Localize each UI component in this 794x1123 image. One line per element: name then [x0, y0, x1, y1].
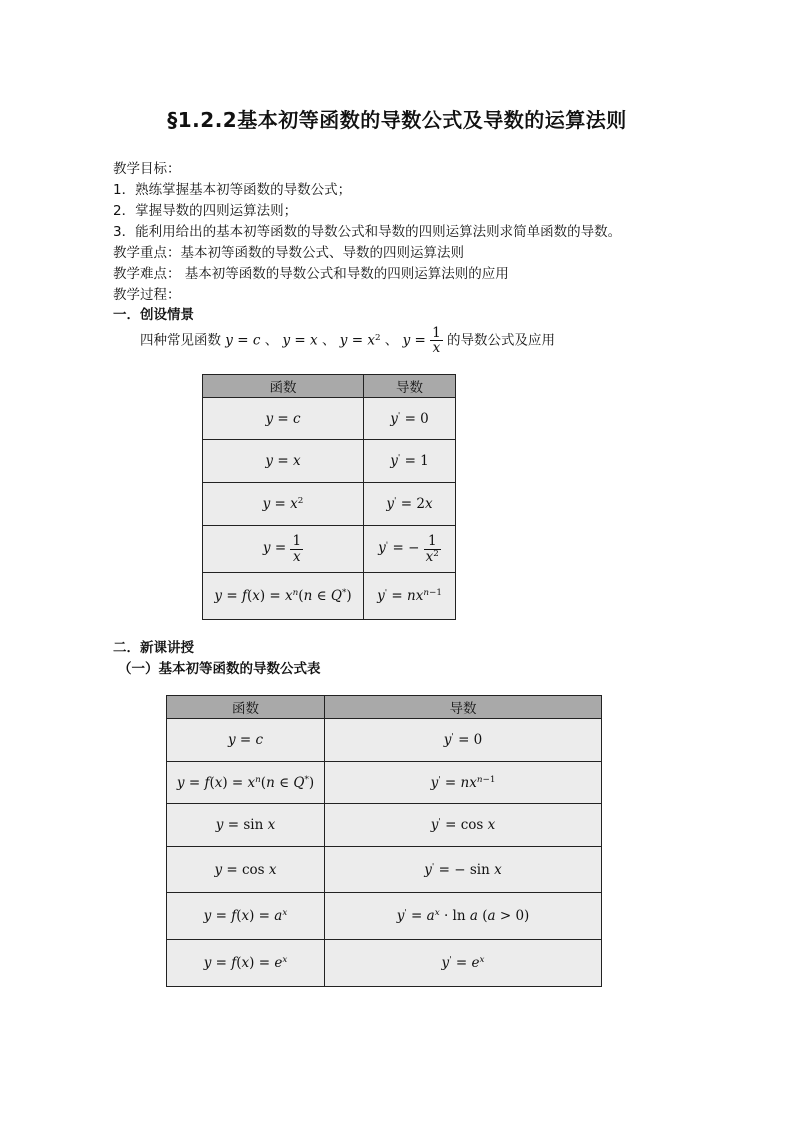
objective-1: 1．熟练掌握基本初等函数的导数公式；	[113, 182, 352, 198]
objectives-heading: 教学目标：	[113, 161, 181, 177]
key-points: 教学重点：基本初等函数的导数公式、导数的四则运算法则	[113, 245, 464, 261]
table2-der-exp-a: $y' = a^x \cdot \ln a$ (a > 0)	[325, 893, 602, 940]
table2-fn-exp-a: $y = f(x) = a^x$	[167, 893, 325, 940]
formula-const: y	[225, 332, 233, 349]
difficulties: 教学难点： 基本初等函数的导数公式和导数的四则运算法则的应用	[113, 266, 509, 282]
table1-der-square: y' = 2x	[364, 483, 456, 526]
section-2-heading: 二．新课讲授	[113, 640, 194, 656]
table-row	[167, 893, 602, 940]
table1-header-derivative: 导数	[364, 375, 456, 398]
table1-der-const: y' = 0	[364, 398, 456, 440]
subsection-1-heading: （一）基本初等函数的导数公式表	[118, 661, 321, 677]
section-1-intro: 四种常见函数 y = c 、 y = x 、 $y = x^2$ 、 y = $\frac{1}{x}$ 的导数公式及应用	[140, 325, 556, 357]
table2-fn-power: $y = f(x) = x^n(n$ ∈ Q*)	[167, 762, 325, 804]
table2-der-cos: y' = − sin x	[325, 847, 602, 893]
table-row	[167, 804, 602, 847]
intro-suffix: 的导数公式及应用	[447, 332, 556, 349]
table2-fn-sin: y = sin x	[167, 804, 325, 847]
derivative-table-2	[166, 695, 602, 987]
table1-fn-power: $y = f(x) = x^n(n$ ∈ Q*)	[203, 573, 364, 620]
table1-der-power: $y' = nx^{n-1}$	[364, 573, 456, 620]
table-row	[203, 398, 456, 440]
table2-header-derivative: 导数	[325, 696, 602, 719]
page-title: §1.2.2基本初等函数的导数公式及导数的运算法则	[167, 108, 627, 132]
table1-fn-linear: y = x	[203, 440, 364, 483]
table-row	[203, 483, 456, 526]
table1-fn-reciprocal: y = $\frac{1}{x}$	[203, 526, 364, 573]
table2-fn-const: y = c	[167, 719, 325, 762]
table-row	[203, 526, 456, 573]
table1-der-linear: y' = 1	[364, 440, 456, 483]
table2-der-sin: y' = cos x	[325, 804, 602, 847]
objective-2: 2．掌握导数的四则运算法则；	[113, 203, 298, 219]
table2-der-exp-e: $y' = e^x$	[325, 940, 602, 987]
table-row	[167, 940, 602, 987]
table2-header-function: 函数	[167, 696, 325, 719]
objective-3: 3．能利用给出的基本初等函数的导数公式和导数的四则运算法则求简单函数的导数。	[113, 224, 622, 240]
formula-square: y	[339, 332, 348, 349]
table1-header-function: 函数	[203, 375, 364, 398]
formula-linear: y	[282, 332, 291, 349]
table-row	[203, 573, 456, 620]
process-heading: 教学过程：	[113, 287, 181, 303]
table1-fn-square: $y = x^2$	[203, 483, 364, 526]
table1-fn-const: y = c	[203, 398, 364, 440]
table2-der-power: $y' = nx^{n-1}$	[325, 762, 602, 804]
table2-fn-exp-e: $y = f(x) = e^x$	[167, 940, 325, 987]
section-1-heading: 一．创设情景	[113, 307, 194, 323]
formula-reciprocal: y	[402, 332, 411, 349]
derivative-table-1	[202, 374, 456, 620]
table2-der-const: y' = 0	[325, 719, 602, 762]
table2-fn-cos: y = cos x	[167, 847, 325, 893]
table-row	[167, 847, 602, 893]
table-row	[167, 762, 602, 804]
intro-prefix: 四种常见函数	[140, 332, 221, 349]
table-row	[167, 719, 602, 762]
table1-der-reciprocal: y' = − $\frac{1}{x^2}$	[364, 526, 456, 573]
table-row	[203, 440, 456, 483]
